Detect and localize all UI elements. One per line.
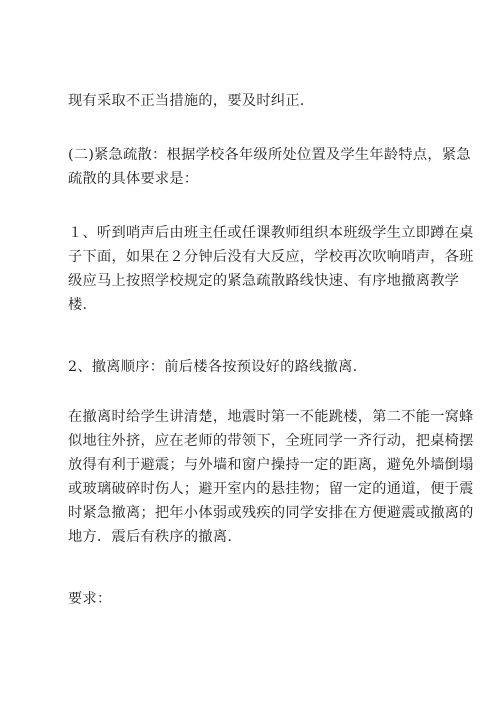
paragraph-evacuation-instructions <box>68 405 474 549</box>
text-line: 现有采取不正当措施的，要及时纠正. <box>68 93 305 109</box>
text-line: 级应马上按照学校规定的紧急疏散路线快速、有序地撤离教学 <box>68 273 460 289</box>
text-line: 放得有利于避震；与外墙和窗户操持一定的距离，避免外墙倒塌 <box>68 457 474 473</box>
paragraph-step-one <box>68 221 474 317</box>
text-line: １、听到哨声后由班主任或任课教师组织本班级学生立即蹲在桌 <box>68 225 474 241</box>
text-line: 子下面，如果在２分钟后没有大反应，学校再次吹响哨声，各班 <box>68 249 474 265</box>
paragraph-step-two <box>68 355 442 379</box>
text-line: 在撤离时给学生讲清楚，地震时第一不能跳楼，第二不能一窝蜂 <box>68 409 474 425</box>
paragraph-correction-note <box>68 89 442 113</box>
text-line: 地方．震后有秩序的撤离. <box>68 529 233 545</box>
text-line: 或玻璃破碎时伤人；避开室内的悬挂物；留一定的通道，便于震 <box>68 481 474 497</box>
text-line: 疏散的具体要求是： <box>68 171 199 187</box>
text-line: 要求： <box>68 591 112 607</box>
paragraph-emergency-evacuation-heading <box>68 143 471 191</box>
text-line: 时紧急撤离；把年小体弱或残疾的同学安排在方便避震或撤离的 <box>68 505 474 521</box>
text-line: 2、撤离顺序：前后楼各按预设好的路线撤离. <box>68 359 358 375</box>
paragraph-requirements-heading <box>68 587 442 611</box>
text-line: 楼. <box>68 297 88 313</box>
text-line: (二)紧急疏散：根据学校各年级所处位置及学生年龄特点，紧急 <box>68 147 471 163</box>
text-line: 似地往外挤，应在老师的带领下，全班同学一齐行动，把桌椅摆 <box>68 433 474 449</box>
